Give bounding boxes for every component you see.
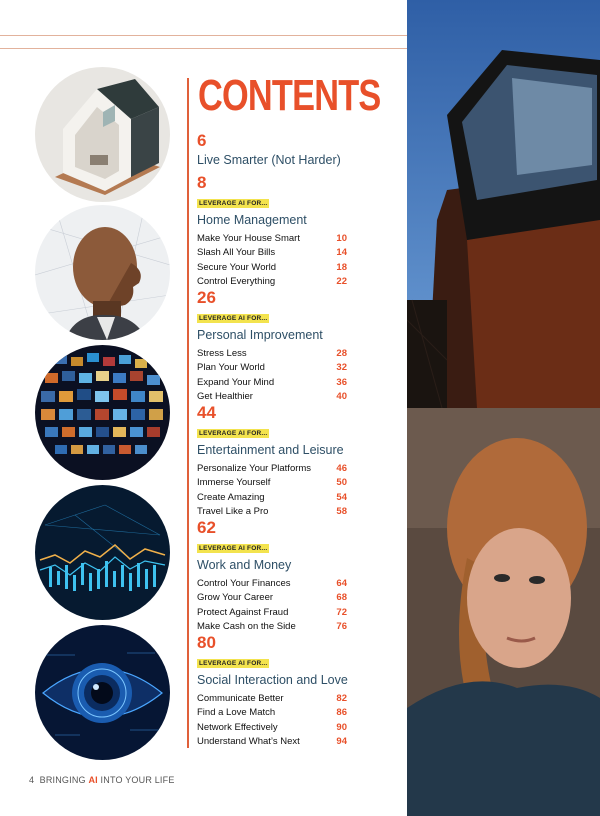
toc-entry-page: 58 <box>336 505 347 517</box>
toc-entry[interactable] <box>197 246 347 260</box>
toc-section <box>197 519 347 634</box>
leverage-badge: LEVERAGE AI FOR... <box>199 660 268 667</box>
section-items <box>197 577 347 634</box>
section-page-number: 62 <box>197 518 216 537</box>
section-heading: Personal Improvement <box>197 328 323 342</box>
toc-entry[interactable] <box>197 620 347 634</box>
toc-entry-label: Network Effectively <box>197 721 278 733</box>
toc-entry[interactable] <box>197 275 347 289</box>
section-items <box>197 692 348 749</box>
digital-head-image <box>35 205 170 340</box>
toc-entry[interactable] <box>197 390 347 404</box>
intro-page-number: 6 <box>197 131 207 150</box>
financial-chart-image <box>35 485 170 620</box>
divider-line <box>187 78 189 748</box>
toc-entry[interactable] <box>197 692 347 706</box>
woman-workout-photo <box>407 408 600 816</box>
toc-entry-label: Personalize Your Platforms <box>197 463 312 474</box>
toc-entry[interactable] <box>197 261 347 275</box>
section-heading: Social Interaction and Love <box>197 673 348 687</box>
toc-entry[interactable] <box>197 376 347 390</box>
toc-entry-label: Slash All Your Bills <box>197 247 276 259</box>
toc-section <box>197 289 347 404</box>
footer-page-number: 4 <box>29 775 35 785</box>
toc-entry-label: Create Amazing <box>197 491 265 503</box>
toc-entry-label: Travel Like a Pro <box>197 505 269 517</box>
section-items <box>197 232 347 289</box>
toc-entry-page: 94 <box>336 735 347 747</box>
leverage-badge: LEVERAGE AI FOR... <box>199 545 268 552</box>
toc-entry-page: 54 <box>336 491 347 503</box>
toc-entry-label: Control Everything <box>197 275 276 287</box>
toc-entry-label: Communicate Better <box>197 693 284 704</box>
toc-entry-page: 68 <box>336 592 347 604</box>
digital-eye-image <box>35 625 170 760</box>
section-page-number: 44 <box>197 403 216 422</box>
toc-entry[interactable] <box>197 591 347 605</box>
toc-entry[interactable] <box>197 735 347 749</box>
section-page-number: 80 <box>197 633 216 652</box>
toc-entry[interactable] <box>197 462 347 476</box>
toc-entry-page: 18 <box>336 261 347 273</box>
toc-entry[interactable] <box>197 577 347 591</box>
footer <box>29 775 175 785</box>
toc-entry[interactable] <box>197 505 347 519</box>
toc-entry-page: 72 <box>336 606 347 618</box>
top-rule-1 <box>0 35 407 36</box>
top-rule-2 <box>0 48 407 49</box>
section-heading: Home Management <box>197 213 307 227</box>
modern-building-photo <box>407 0 600 408</box>
toc-entry-label: Find a Love Match <box>197 707 276 719</box>
toc-entry-page: 40 <box>336 390 347 402</box>
toc-entry-page: 36 <box>336 376 347 388</box>
section-heading: Work and Money <box>197 558 292 572</box>
toc-entry-page: 10 <box>336 233 347 244</box>
toc-entry-label: Expand Your Mind <box>197 376 275 388</box>
footer-suffix: INTO YOUR LIFE <box>100 775 175 785</box>
section-items <box>197 462 347 519</box>
toc-entry-page: 46 <box>336 463 347 474</box>
toc-entry-label: Protect Against Fraud <box>197 606 289 618</box>
toc-section <box>197 404 347 519</box>
page-title: CONTENTS <box>198 71 381 120</box>
toc-entry-page: 76 <box>336 620 347 632</box>
toc-entry[interactable] <box>197 721 347 735</box>
section-page-number: 8 <box>197 173 207 192</box>
section-items <box>197 347 347 404</box>
toc-entry-page: 82 <box>336 693 347 704</box>
toc-entry[interactable] <box>197 476 347 490</box>
toc-entry-page: 64 <box>336 578 347 589</box>
toc-entry-page: 86 <box>336 707 347 719</box>
video-wall-image <box>35 345 170 480</box>
section-heading: Entertainment and Leisure <box>197 443 344 457</box>
toc-entry[interactable] <box>197 606 347 620</box>
toc-entry-page: 50 <box>336 477 347 489</box>
toc-entry-label: Understand What’s Next <box>197 735 300 747</box>
leverage-badge: LEVERAGE AI FOR... <box>199 315 268 322</box>
leverage-badge: LEVERAGE AI FOR... <box>199 430 268 437</box>
house-illustration-image <box>35 67 170 202</box>
toc-entry-label: Immerse Yourself <box>197 477 271 489</box>
toc-entry[interactable] <box>197 347 347 361</box>
toc-entry-page: 22 <box>336 275 347 287</box>
toc-entry-label: Grow Your Career <box>197 592 274 604</box>
toc-entry[interactable] <box>197 706 347 720</box>
toc-entry-page: 28 <box>336 348 347 359</box>
toc-entry-label: Secure Your World <box>197 261 277 273</box>
toc-entry[interactable] <box>197 491 347 505</box>
toc-entry-label: Get Healthier <box>197 390 253 402</box>
toc-section <box>197 634 348 749</box>
leverage-badge: LEVERAGE AI FOR... <box>199 200 268 207</box>
footer-prefix: BRINGING <box>39 775 86 785</box>
toc-entry-page: 32 <box>336 362 347 374</box>
toc-entry-page: 14 <box>336 247 347 259</box>
toc-entry-label: Stress Less <box>197 348 247 359</box>
section-page-number: 26 <box>197 288 216 307</box>
toc-entry-label: Make Cash on the Side <box>197 620 296 632</box>
toc-section <box>197 174 347 289</box>
toc-entry-label: Make Your House Smart <box>197 233 300 244</box>
toc-entry-page: 90 <box>336 721 347 733</box>
toc-entry-label: Plan Your World <box>197 362 265 374</box>
toc-entry-label: Control Your Finances <box>197 578 291 589</box>
intro-heading: Live Smarter (Not Harder) <box>197 153 341 167</box>
toc-entry[interactable] <box>197 232 347 246</box>
footer-ai: AI <box>88 775 98 785</box>
toc-entry[interactable] <box>197 361 347 375</box>
intro-section <box>197 132 341 168</box>
